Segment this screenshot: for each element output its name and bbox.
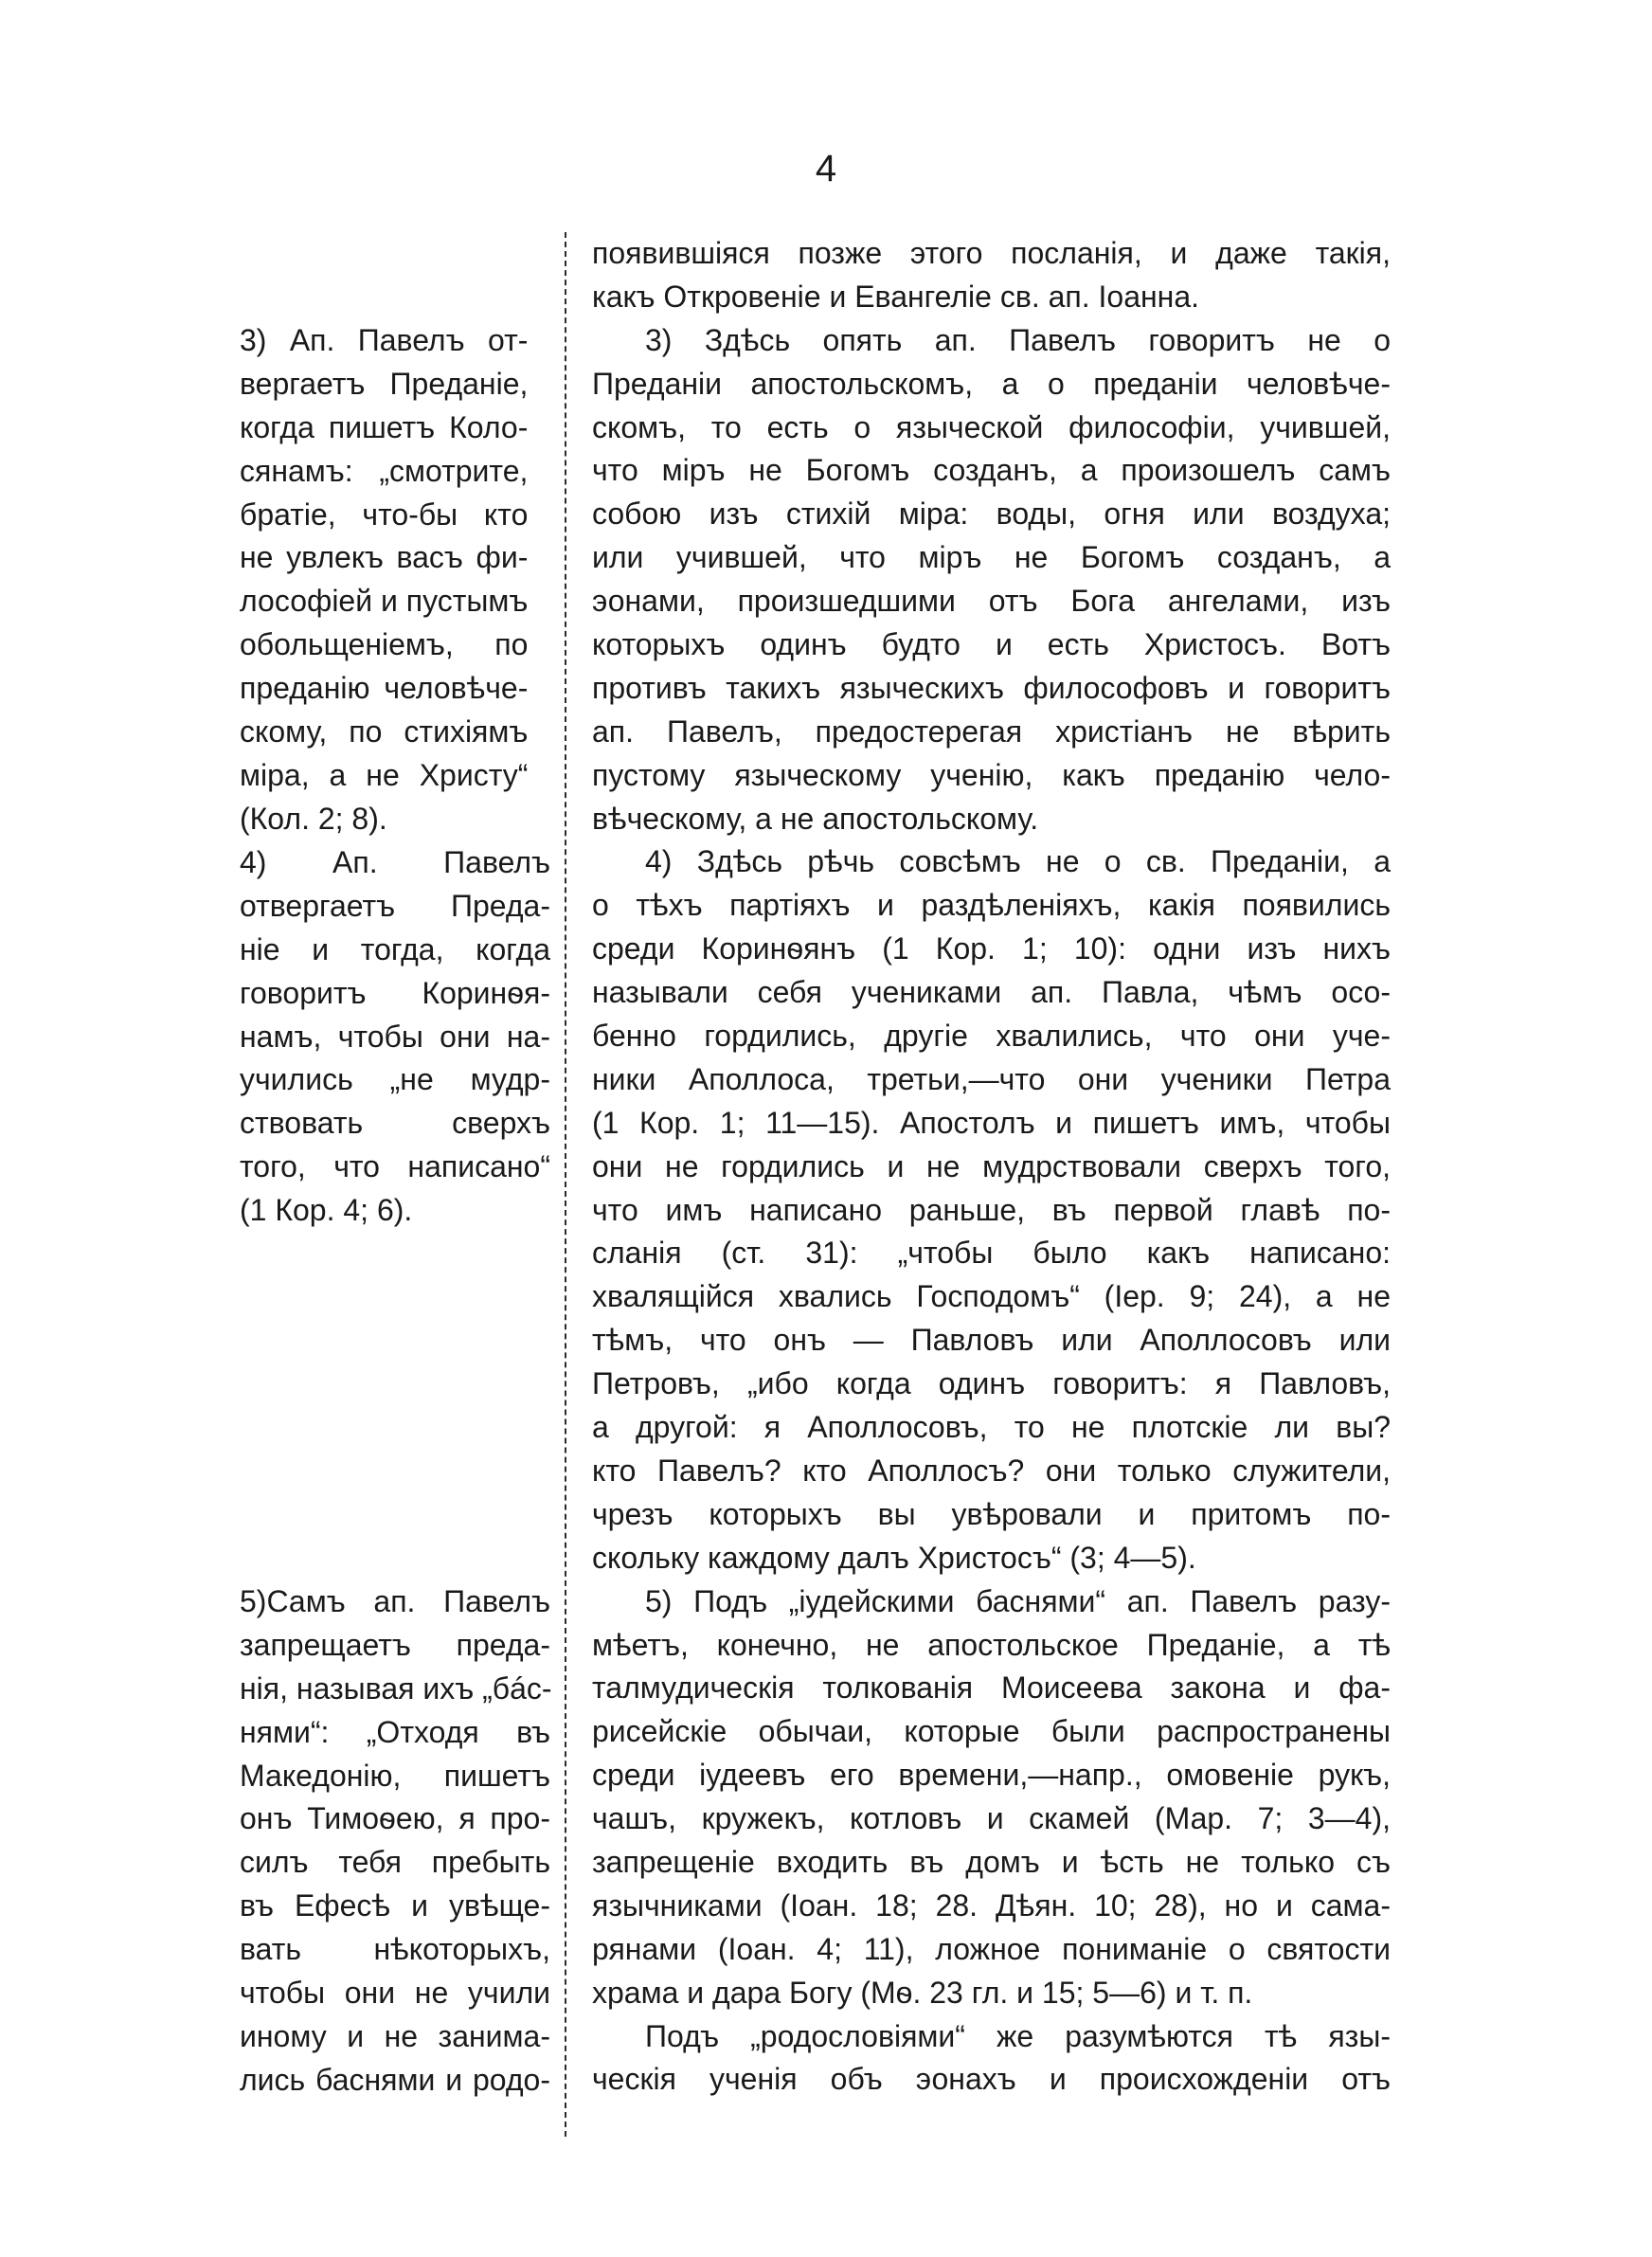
left-note-4 [240, 841, 550, 1233]
answer-3-paragraph [592, 319, 1391, 841]
text-line: міра, а не Христу“ [240, 757, 529, 792]
text-line: ап. Павелъ, предостерегая христіанъ не вѣрить [592, 713, 1391, 749]
page-number: 4 [815, 148, 837, 190]
left-note-3 [240, 319, 528, 841]
text-line: скольку каждому далъ Христосъ“ (3; 4—5). [592, 1540, 1196, 1575]
text-line: мѣетъ, конечно, не апостольское Преданіе, а тѣ [592, 1627, 1391, 1662]
text-line: какъ Откровеніе и Евангеліе св. ап. Іоанна. [592, 279, 1200, 314]
text-line: (1 Кор. 4; 6). [240, 1193, 413, 1228]
text-line: скомъ, то есть о языческой философіи, учившей, [592, 409, 1391, 444]
text-line: учились „не мудр- [240, 1062, 550, 1097]
text-line: ники Аполлоса, третьи,—что они ученики Петра [592, 1061, 1391, 1096]
text-line: которыхъ одинъ будто и есть Христосъ. Вотъ [592, 627, 1391, 662]
text-line: называли себя учениками ап. Павла, чѣмъ осо- [592, 975, 1391, 1010]
text-line: лись баснями и родо- [240, 2062, 550, 2097]
text-line: 5)Самъ ап. Павелъ [240, 1584, 550, 1618]
text-line: когда пишетъ Коло- [240, 409, 529, 444]
text-line: что имъ написано раньше, въ первой главѣ по- [592, 1192, 1391, 1227]
text-line: 3) Здѣсь опять ап. Павелъ говоритъ не о [645, 322, 1391, 357]
text-line: они не гордились и не мудрствовали сверхъ того, [592, 1148, 1391, 1183]
text-line: чтобы они не учили [240, 1976, 550, 2011]
column-divider [565, 232, 566, 2137]
text-line: (1 Кор. 1; 11—15). Апостолъ и пишетъ имъ, чтобы [592, 1105, 1391, 1140]
text-line: намъ, чтобы они на- [240, 1019, 550, 1054]
text-line: что міръ не Богомъ созданъ, а произошелъ самъ [592, 453, 1391, 488]
text-line: ніе и тогда, когда [240, 931, 550, 966]
text-line: храма и дара Богу (Мѳ. 23 гл. и 15; 5—6) и т. п. [592, 1975, 1253, 2010]
text-line: Подъ „родословіями“ же разумѣются тѣ язы- [645, 2018, 1391, 2053]
text-line: рянами (Іоан. 4; 11), ложное пониманіе о святости [592, 1931, 1391, 1966]
text-line: вать нѣкоторыхъ, [240, 1932, 550, 1967]
text-line: язычниками (Іоан. 18; 28. Дѣян. 10; 28), но и сама- [592, 1887, 1391, 1923]
text-line: говоритъ Коринѳя- [240, 975, 550, 1010]
text-line: пустому языческому ученію, какъ преданію чело- [592, 757, 1391, 792]
text-line: а другой: я Аполлосовъ, то не плотскіе ли вы? [592, 1410, 1391, 1445]
text-line: лософіей и пустымъ [240, 584, 529, 619]
text-line: о тѣхъ партіяхъ и раздѣленіяхъ, какія появились [592, 888, 1391, 923]
text-line: 4) Здѣсь рѣчь совсѣмъ не о св. Преданіи, а [645, 844, 1391, 879]
text-line: обольщеніемъ, по [240, 627, 529, 662]
text-line: нями“: „Отходя въ [240, 1714, 550, 1749]
text-line: противъ такихъ языческихъ философовъ и говоритъ [592, 670, 1391, 705]
intro-paragraph [592, 232, 1391, 319]
text-line: отвергаетъ Преда- [240, 888, 550, 923]
text-line: нія, называя ихъ „бáс- [240, 1670, 552, 1706]
answer-4-paragraph [592, 840, 1391, 1580]
text-line: хвалящійся хвались Господомъ“ (Іер. 9; 24), а не [592, 1279, 1391, 1314]
text-line: братіе, что-бы кто [240, 497, 529, 532]
text-line: появившіяся позже этого посланія, и даже такія, [592, 236, 1391, 270]
text-line: среди іудеевъ его времени,—напр., омовеніе рукъ, [592, 1758, 1391, 1793]
text-line: онъ Тимоѳею, я про- [240, 1801, 550, 1836]
text-line: собою изъ стихій міра: воды, огня или воздуха; [592, 497, 1391, 532]
text-line: вѣческому, а не апостольскому. [592, 801, 1039, 836]
text-line: 5) Подъ „іудейскими баснями“ ап. Павелъ разу- [645, 1583, 1391, 1618]
left-note-5 [240, 1580, 550, 2103]
text-line: скому, по стихіямъ [240, 714, 529, 749]
text-line: кто Павелъ? кто Аполлосъ? они только служители, [592, 1453, 1391, 1488]
answer-5-paragraph [592, 1580, 1391, 2015]
text-line: эонами, произшедшими отъ Бога ангелами, изъ [592, 584, 1391, 619]
text-line: Преданіи апостольскомъ, а о преданіи человѣче- [592, 366, 1391, 401]
text-line: въ Ефесѣ и увѣще- [240, 1888, 550, 1923]
text-line: запрещаетъ преда- [240, 1627, 550, 1662]
text-line: ствовать сверхъ [240, 1106, 550, 1141]
text-line: чрезъ которыхъ вы увѣровали и притомъ по- [592, 1496, 1391, 1531]
text-line: тѣмъ, что онъ — Павловъ или Аполлосовъ или [592, 1323, 1391, 1358]
text-line: сянамъ: „смотрите, [240, 453, 529, 488]
text-line: 4) Ап. Павелъ [240, 845, 550, 879]
text-line: преданію человѣче- [240, 671, 529, 706]
text-line: рисейскіе обычаи, которые были распространены [592, 1714, 1391, 1749]
text-line: чашъ, кружекъ, котловъ и скамей (Мар. 7; 3—4), [592, 1801, 1391, 1836]
text-line: того, что написано“ [240, 1149, 550, 1184]
main-text-column [592, 232, 1391, 2102]
text-line: Петровъ, „ибо когда одинъ говоритъ: я Павловъ, [592, 1366, 1391, 1401]
text-line: не увлекъ васъ фи- [240, 540, 529, 575]
text-line: 3) Ап. Павелъ от- [240, 323, 529, 357]
text-line: ческія ученія объ эонахъ и происхожденіи отъ [592, 2062, 1391, 2097]
text-line: среди Коринѳянъ (1 Кор. 1; 10): одни изъ нихъ [592, 931, 1391, 966]
text-line: силъ тебя пребыть [240, 1845, 550, 1880]
text-line: запрещеніе входить въ домъ и ѣсть не только съ [592, 1844, 1391, 1879]
text-line: (Кол. 2; 8). [240, 801, 387, 836]
text-line: иному и не занима- [240, 2018, 550, 2053]
answer-5-continuation-paragraph [592, 2015, 1391, 2103]
text-line: или учившей, что міръ не Богомъ созданъ, а [592, 540, 1391, 575]
text-line: вергаетъ Преданіе, [240, 366, 529, 401]
text-line: талмудическія толкованія Моисеева закона и фа- [592, 1670, 1391, 1706]
text-line: бенно гордились, другіе хвалились, что они уче- [592, 1019, 1391, 1054]
text-line: сланія (ст. 31): „чтобы было какъ написано: [592, 1236, 1391, 1271]
text-line: Македонію, пишетъ [240, 1758, 550, 1793]
